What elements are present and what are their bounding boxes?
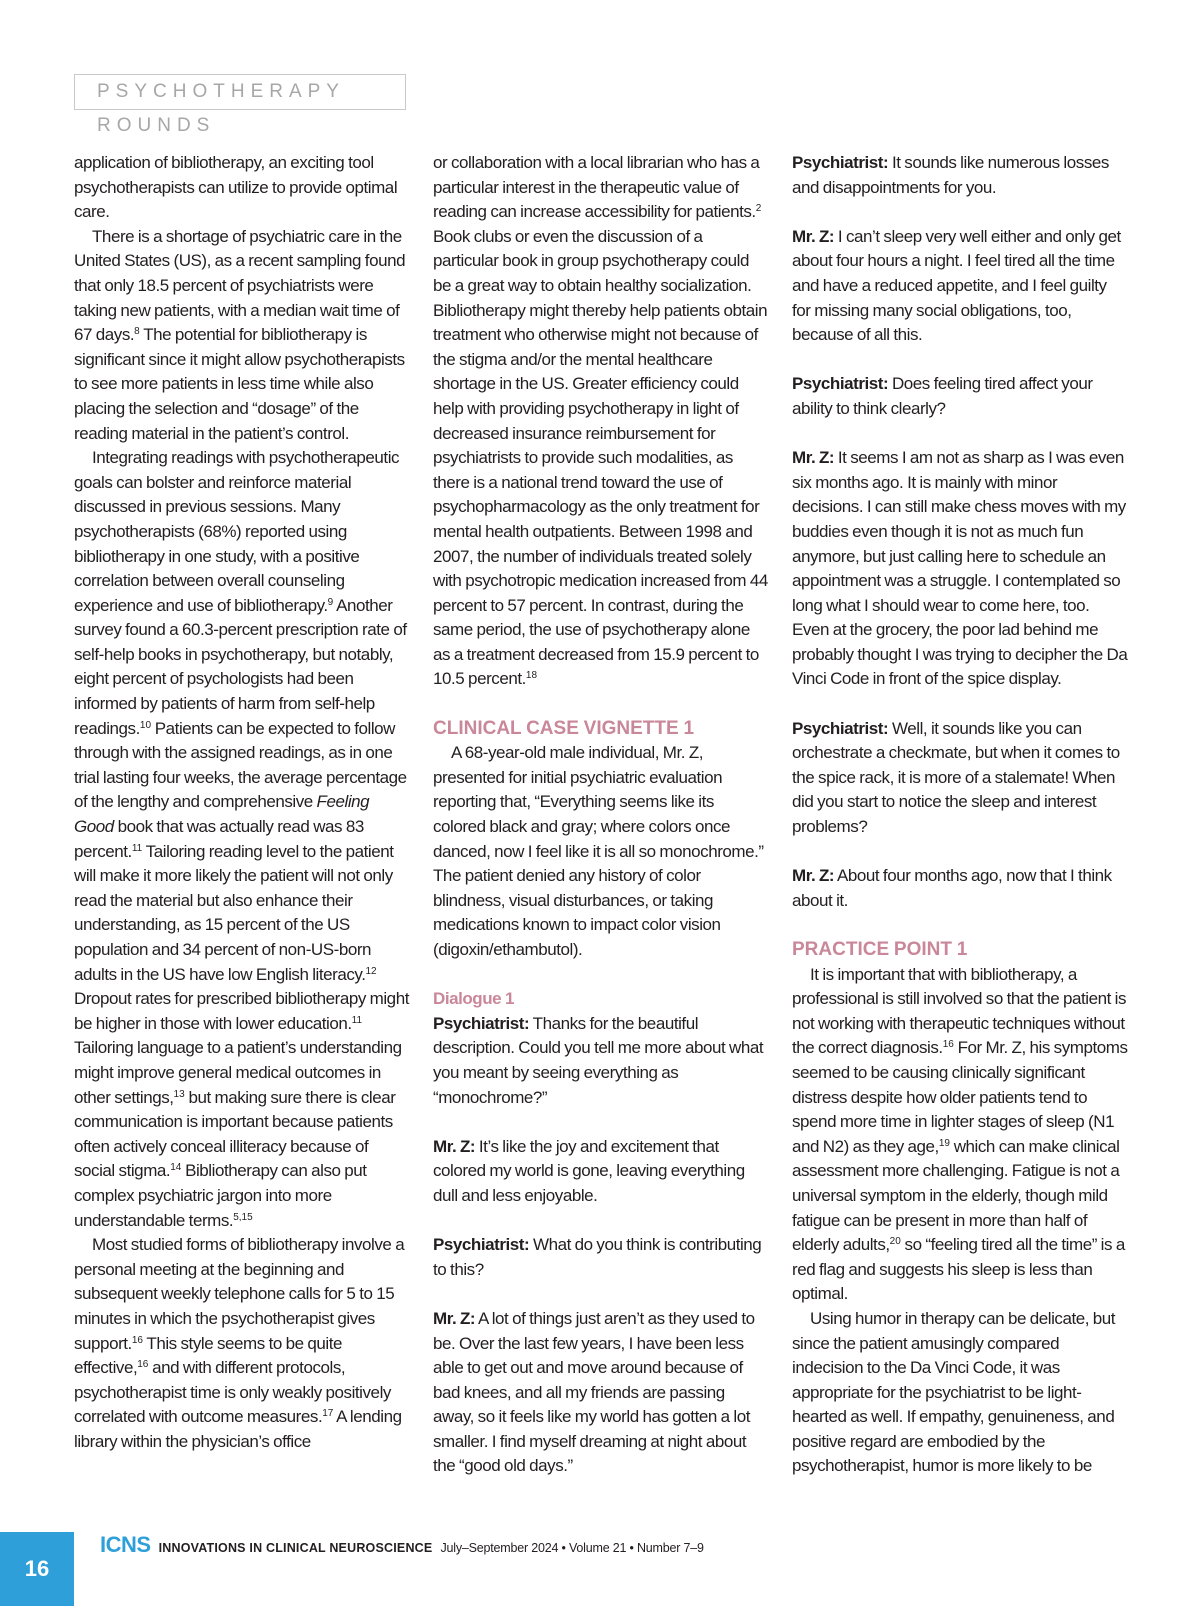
page-number: 16 [0,1532,74,1606]
citation-ref: 8 [134,326,140,338]
citation-ref: 16 [942,1039,954,1051]
speaker-label: Mr. Z: [792,866,835,886]
citation-ref: 11 [351,1014,363,1026]
dialogue-line: Mr. Z: A lot of things just aren’t as they used to be. Over the last few years, I have been less able to get out and move around because of bad knees, and all my friends are passing away, so it feels like my world has gotten a lot smaller. I find myself dreaming at night about the “good old days.” [433,1308,755,1476]
speaker-label: Psychiatrist: [433,1235,530,1255]
citation-ref: 5,15 [233,1211,253,1223]
dialogue-line: Mr. Z: It’s like the joy and excitement that colored my world is gone, leaving everything dull and less enjoyable. [433,1136,745,1205]
citation-ref: 16 [137,1359,149,1371]
speaker-label: Psychiatrist: [433,1013,530,1033]
section-heading: PRACTICE POINT 1 [792,939,968,960]
section-label: PSYCHOTHERAPY ROUNDS [74,74,406,110]
citation-ref: 10 [139,719,152,731]
article-column-2 [433,151,769,1479]
citation-ref: 14 [170,1162,182,1174]
article-column-3 [792,151,1128,1479]
speaker-label: Mr. Z: [433,1136,476,1156]
dialogue-line: Mr. Z: About four months ago, now that I think about it. [792,866,1112,910]
citation-ref: 13 [173,1088,185,1100]
book-title: Feeling Good [74,792,370,837]
citation-ref: 17 [322,1408,334,1420]
journal-name: INNOVATIONS IN CLINICAL NEUROSCIENCE [158,1541,433,1555]
journal-logo: ICNS [100,1532,151,1557]
speaker-label: Psychiatrist: [792,718,889,738]
section-heading: CLINICAL CASE VIGNETTE 1 [433,717,695,739]
dialogue-line: Mr. Z: It seems I am not as sharp as I was even six months ago. It is mainly with minor decisions. I can still make chess moves with my buddies even though it is not as much fun anymore, but just calling here to schedule an appointment was a struggle. I contemplated so long what I should wear to come here, too. Even at the grocery, the poor lad behind me probably thought I was trying to decipher the Da Vinci Code in front of the spice display. [792,448,1128,689]
subsection-heading: Dialogue 1 [433,989,514,1009]
citation-ref: 16 [131,1334,143,1346]
paragraph: There is a shortage of psychiatric care in the United States (US), as a recent sampling found that only 18.5 percent of psychiatrists were taking new patients, with a median wait time of 67 days.$^8$ The potential for bibliotherapy is significant since it might allow psychotherapists to see more patients in less time while also placing the selection and “dosage” of the reading material in the patient’s control. [74,226,406,443]
paragraph: application of bibliotherapy, an exciting tool psychotherapists can utilize to provide optimal care. [74,153,398,222]
dialogue-line: Psychiatrist: Thanks for the beautiful description. Could you tell me more about what you meant by seeing everything as “monochrome?” [433,1013,764,1107]
issue-info: July–September 2024 • Volume 21 • Number 7–9 [440,1541,704,1555]
citation-ref: 2 [755,203,762,215]
speaker-label: Mr. Z: [433,1308,476,1328]
paragraph: It is important that with bibliotherapy, a professional is still involved so that the patient is not working with therapeutic techniques without the correct diagnosis.$^{16}$ For Mr. Z, his symptoms seemed to be causing clinically significant distress despite how older patients tend to spend more time in lighter stages of sleep (N1 and N2) as they age,$^{19}$ which can make clinical assessment more challenging. Fatigue is not a universal symptom in the elderly, though mild fatigue can be present in more than half of elderly adults,$^{20}$ so “feeling tired all the time” is a red flag and suggests his sleep is less than optimal. [792,964,1128,1304]
paragraph: Most studied forms of bibliotherapy involve a personal meeting at the beginning and subsequent weekly telephone calls for 5 to 15 minutes in which the psychotherapist gives support.$^{16}$ This style seems to be quite effective,$^{16}$ and with different protocols, psychotherapist time is only weakly positively correlated with outcome measures.$^{17}$ A lending library within the physician’s office [74,1235,405,1451]
paragraph: Using humor in therapy can be delicate, but since the patient amusingly compared indecision to the Da Vinci Code, it was appropriate for the psychiatrist to be light-hearted as well. If empathy, genuineness, and positive regard are embodied by the psychotherapist, humor is more likely to be [792,1308,1116,1476]
citation-ref: 12 [365,965,377,977]
dialogue-line: Psychiatrist: What do you think is contributing to this? [433,1235,762,1279]
article-column-1 [74,151,410,1454]
dialogue-line: Psychiatrist: It sounds like numerous losses and disappointments for you. [792,153,1109,197]
citation-ref: 20 [889,1236,901,1248]
speaker-label: Mr. Z: [792,448,835,468]
journal-footer [100,1532,704,1558]
paragraph: or collaboration with a local librarian who has a particular interest in the therapeutic value of reading can increase accessibility for patients.$^2$ Book clubs or even the discussion of a particular book in group psychotherapy could be a great way to obtain healthy socialization. Bibliotherapy might thereby help patients obtain treatment who otherwise might not because of the stigma and/or the mental healthcare shortage in the US. Greater efficiency could help with providing psychotherapy in light of decreased insurance reimbursement for psychiatrists to provide such modalities, as there is a national trend toward the use of psychopharmacology as the only treatment for mental health outpatients. Between 1998 and 2007, the number of individuals treated solely with psychotropic medication increased from 44 percent to 57 percent. In contrast, during the same period, the use of psychotherapy alone as a treatment decreased from 15.9 percent to 10.5 percent.$^{18}$ [433,153,768,689]
dialogue-line: Mr. Z: I can’t sleep very well either and only get about four hours a night. I feel tired all the time and have a reduced appetite, and I feel guilty for missing many social obligations, too, because of all this. [792,226,1121,345]
paragraph: A 68-year-old male individual, Mr. Z, presented for initial psychiatric evaluation reporting that, “Everything seems like its colored black and gray; where colors once danced, now I feel like it is all so monochrome.” The patient denied any history of color blindness, visual disturbances, or taking medications known to impact color vision (digoxin/ethambutol). [433,743,764,959]
speaker-label: Psychiatrist: [792,374,889,394]
paragraph: Integrating readings with psychotherapeutic goals can bolster and reinforce material discussed in previous sessions. Many psychotherapists (68%) reported using bibliotherapy in one study, with a positive correlation between overall counseling experience and use of bibliotherapy.$^9$ Another survey found a 60.3-percent prescription rate of self-help books in psychotherapy, but notably, eight percent of psychologists had been informed by patients of harm from self-help readings.$^{10}$ Patients can be expected to follow through with the assigned readings, as in one trial lasting four weeks, the average percentage of the lengthy and comprehensive Feeling Good book that was actually read was 83 percent.$^{11}$ Tailoring reading level to the patient will make it more likely the patient will not only read the material but also enhance their understanding, as 15 percent of the US population and 34 percent of non-US-born adults in the US have low English literacy.$^{12}$ Dropout rates for prescribed bibliotherapy might be higher in those with lower education.$^{11}$ Tailoring language to a patient’s understanding might improve general medical outcomes in other settings,$^{13}$ but making sure there is clear communication is important because patients often actively conceal illiteracy because of social stigma.$^{14}$ Bibliotherapy can also put complex psychiatric jargon into more understandable terms.$^{5,15}$ [74,448,409,1230]
citation-ref: 18 [525,670,538,682]
citation-ref: 11 [131,842,143,854]
dialogue-line: Psychiatrist: Well, it sounds like you can orchestrate a checkmate, but when it comes to the spice rack, it is more of a stalemate! When did you start to notice the sleep and interest problems? [792,718,1120,837]
dialogue-line: Psychiatrist: Does feeling tired affect your ability to think clearly? [792,374,1093,418]
citation-ref: 9 [327,596,334,608]
citation-ref: 19 [938,1137,950,1149]
speaker-label: Psychiatrist: [792,153,889,172]
speaker-label: Mr. Z: [792,226,835,246]
